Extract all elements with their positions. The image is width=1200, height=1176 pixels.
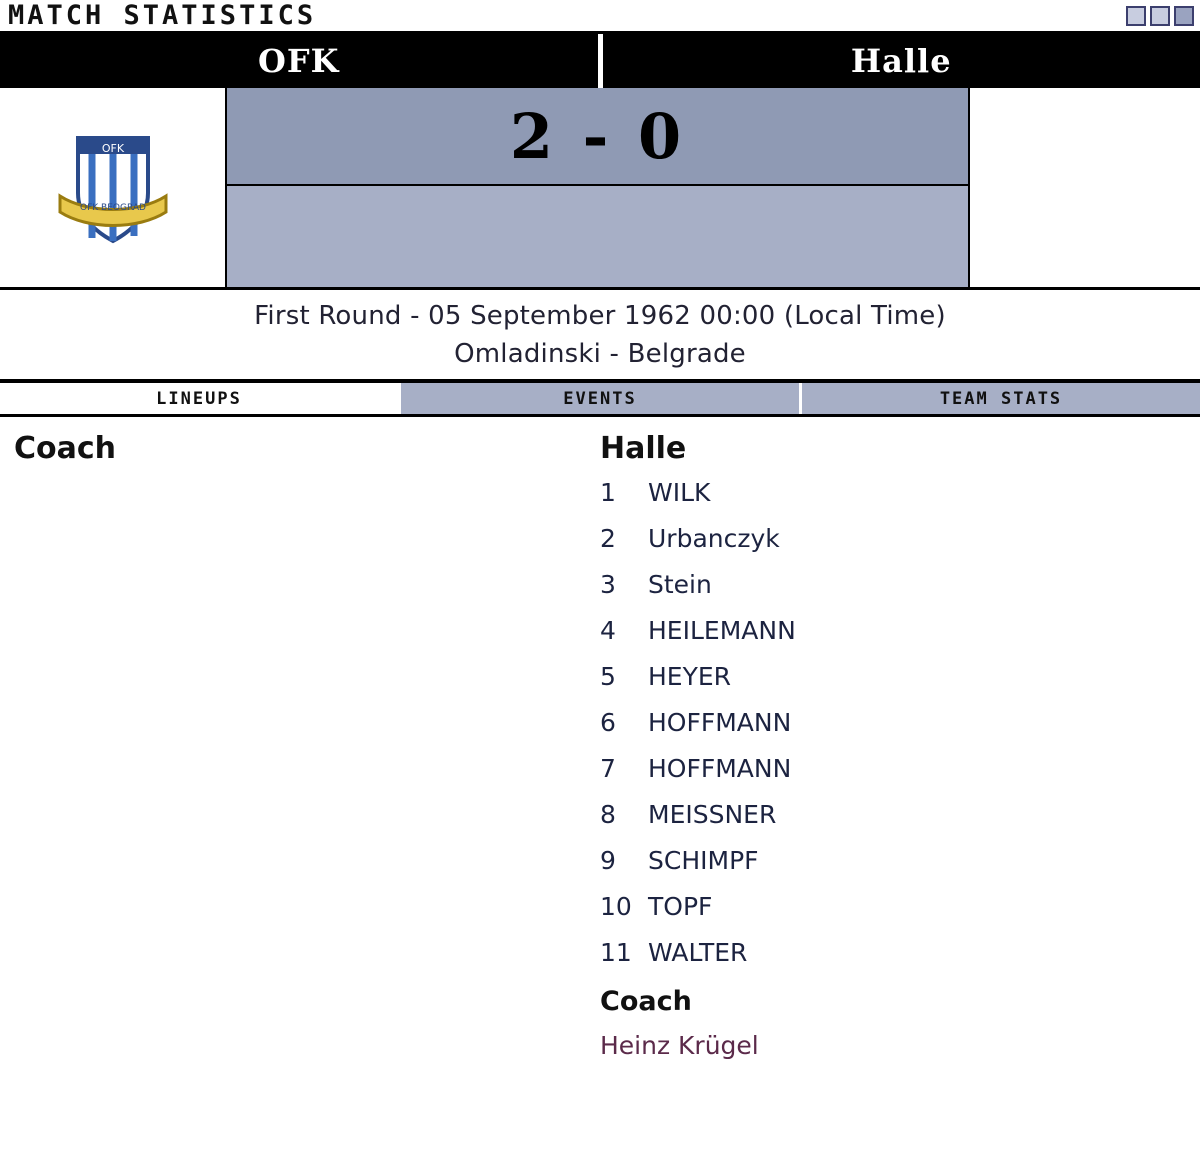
player-name: SCHIMPF [648, 846, 759, 876]
tab-team-stats[interactable]: TEAM STATS [802, 383, 1200, 414]
svg-text:OFK BEOGRAD: OFK BEOGRAD [79, 202, 146, 213]
tab-lineups[interactable]: LINEUPS [0, 383, 401, 414]
player-number: 7 [600, 754, 616, 784]
list-item[interactable] [600, 846, 1200, 876]
player-name: TOPF [648, 892, 713, 922]
player-number: 3 [600, 570, 616, 600]
score-panel [225, 88, 970, 287]
minimize-button[interactable] [1126, 6, 1146, 26]
page-title: MATCH STATISTICS [8, 0, 317, 31]
list-item[interactable] [600, 800, 1200, 830]
player-name: WILK [648, 478, 711, 508]
player-name: Urbanczyk [648, 524, 780, 554]
ofk-beograd-crest-icon [58, 128, 168, 248]
close-button[interactable] [1174, 6, 1194, 26]
player-name: HOFFMANN [648, 708, 792, 738]
away-lineup-column [600, 431, 1200, 1060]
list-item[interactable] [600, 478, 1200, 508]
window-controls [1126, 6, 1194, 26]
player-name: HEYER [648, 662, 732, 692]
list-item[interactable] [600, 892, 1200, 922]
player-number: 9 [600, 846, 616, 876]
list-item[interactable] [600, 524, 1200, 554]
away-coach-label: Coach [600, 986, 692, 1018]
teams-header [0, 34, 1200, 88]
score-detail-row [227, 186, 968, 287]
tab-events[interactable]: EVENTS [401, 383, 802, 414]
score-row [227, 88, 968, 186]
player-number: 2 [600, 524, 616, 554]
list-item[interactable] [600, 662, 1200, 692]
home-team-name[interactable]: OFK [0, 34, 603, 88]
match-score: 2 - 0 [509, 99, 686, 173]
player-name: HOFFMANN [648, 754, 792, 784]
list-item[interactable] [600, 570, 1200, 600]
away-team-name[interactable]: Halle [603, 34, 1200, 88]
home-coach-label: Coach [14, 431, 117, 467]
player-name: WALTER [648, 938, 748, 968]
score-block [0, 88, 1200, 290]
player-number: 6 [600, 708, 616, 738]
player-number: 11 [600, 938, 632, 968]
player-number: 5 [600, 662, 616, 692]
away-team-crest-cell [970, 88, 1200, 287]
svg-text:OFK: OFK [101, 141, 124, 155]
away-lineup-team-name: Halle [600, 431, 687, 467]
player-number: 10 [600, 892, 632, 922]
list-item[interactable] [600, 616, 1200, 646]
player-name: MEISSNER [648, 800, 777, 830]
home-team-crest-cell [0, 88, 225, 287]
list-item[interactable] [600, 938, 1200, 968]
list-item[interactable] [600, 754, 1200, 784]
lineups-section [0, 417, 1200, 1060]
match-venue: Omladinski - Belgrade [454, 338, 746, 369]
tab-bar [0, 383, 1200, 417]
away-coach-name[interactable]: Heinz Krügel [600, 1031, 759, 1061]
player-name: Stein [648, 570, 712, 600]
match-meta [0, 290, 1200, 383]
player-number: 1 [600, 478, 616, 508]
player-number: 4 [600, 616, 616, 646]
home-lineup-column [0, 431, 600, 1060]
player-number: 8 [600, 800, 616, 830]
match-round-date: First Round - 05 September 1962 00:00 (Local Time) [254, 301, 946, 331]
window-titlebar [0, 0, 1200, 34]
list-item[interactable] [600, 708, 1200, 738]
player-name: HEILEMANN [648, 616, 796, 646]
maximize-button[interactable] [1150, 6, 1170, 26]
